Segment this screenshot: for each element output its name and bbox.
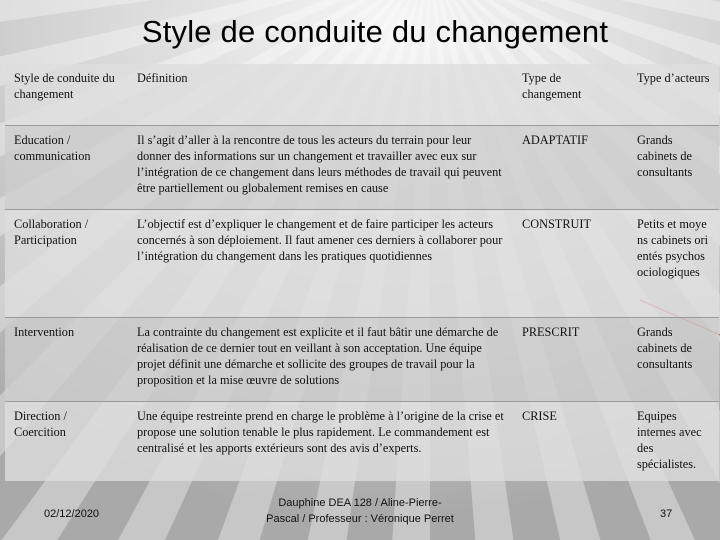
- header-change-type: Type de changement: [513, 64, 628, 125]
- header-definition: Définition: [128, 64, 513, 125]
- cell-actors: Equipes internes avec des spécialistes.: [628, 401, 719, 481]
- footer-credits-line2: Pascal / Professeur : Véronique Perret: [266, 513, 454, 525]
- cell-style: Education / communication: [5, 125, 128, 209]
- conduct-style-table: [5, 64, 719, 481]
- cell-definition: La contrainte du changement est explicite et il faut bâtir une démarche de réalisation de ce dernier tout en veillant à son acceptation. Une équipe projet définit une démarche et sollicite des groupes de travail pour la proposition et la mise œuvre de solutions: [128, 317, 513, 401]
- footer-date: 02/12/2020: [44, 508, 100, 520]
- table-row: [5, 401, 719, 481]
- table-row: [5, 317, 719, 401]
- cell-actors: Grands cabinets de consultants: [628, 125, 719, 209]
- footer-credits: [240, 495, 480, 527]
- cell-definition: Une équipe restreinte prend en charge le problème à l’origine de la crise et propose une solution tenable le plus rapidement. Le commandement est centralisé et les apports extérieurs sont des avis d’experts.: [128, 401, 513, 481]
- cell-change-type: CRISE: [513, 401, 628, 481]
- table-row: [5, 209, 719, 317]
- cell-actors: Grands cabinets de consultants: [628, 317, 719, 401]
- cell-change-type: PRESCRIT: [513, 317, 628, 401]
- page-number: 37: [660, 508, 673, 520]
- table-header-row: [5, 64, 719, 125]
- header-actor-type: Type d’acteurs: [628, 64, 719, 125]
- cell-definition: L’objectif est d’expliquer le changement et de faire participer les acteurs concernés à son déploiement. Il faut amener ces derniers à collaborer pour l’intégration du changement dans les pratiques quotidiennes: [128, 209, 513, 317]
- cell-actors: Petits et moyens cabinets orientés psychosociologiques: [628, 209, 719, 317]
- header-style: Style de conduite du changement: [5, 64, 128, 125]
- cell-style: Direction / Coercition: [5, 401, 128, 481]
- cell-change-type: ADAPTATIF: [513, 125, 628, 209]
- cell-style: Collaboration / Participation: [5, 209, 128, 317]
- slide-title: Style de conduite du changement: [141, 14, 609, 49]
- footer-credits-line1: Dauphine DEA 128 / Aline-Pierre-: [278, 497, 442, 509]
- cell-definition: Il s’agit d’aller à la rencontre de tous les acteurs du terrain pour leur donner des informations sur un changement et travailler avec eux sur l’intégration de ce changement dans leurs méthodes de travail qui peuvent être partiellement ou globalement remises en cause: [128, 125, 513, 209]
- cell-change-type: CONSTRUIT: [513, 209, 628, 317]
- cell-style: Intervention: [5, 317, 128, 401]
- table-row: [5, 125, 719, 209]
